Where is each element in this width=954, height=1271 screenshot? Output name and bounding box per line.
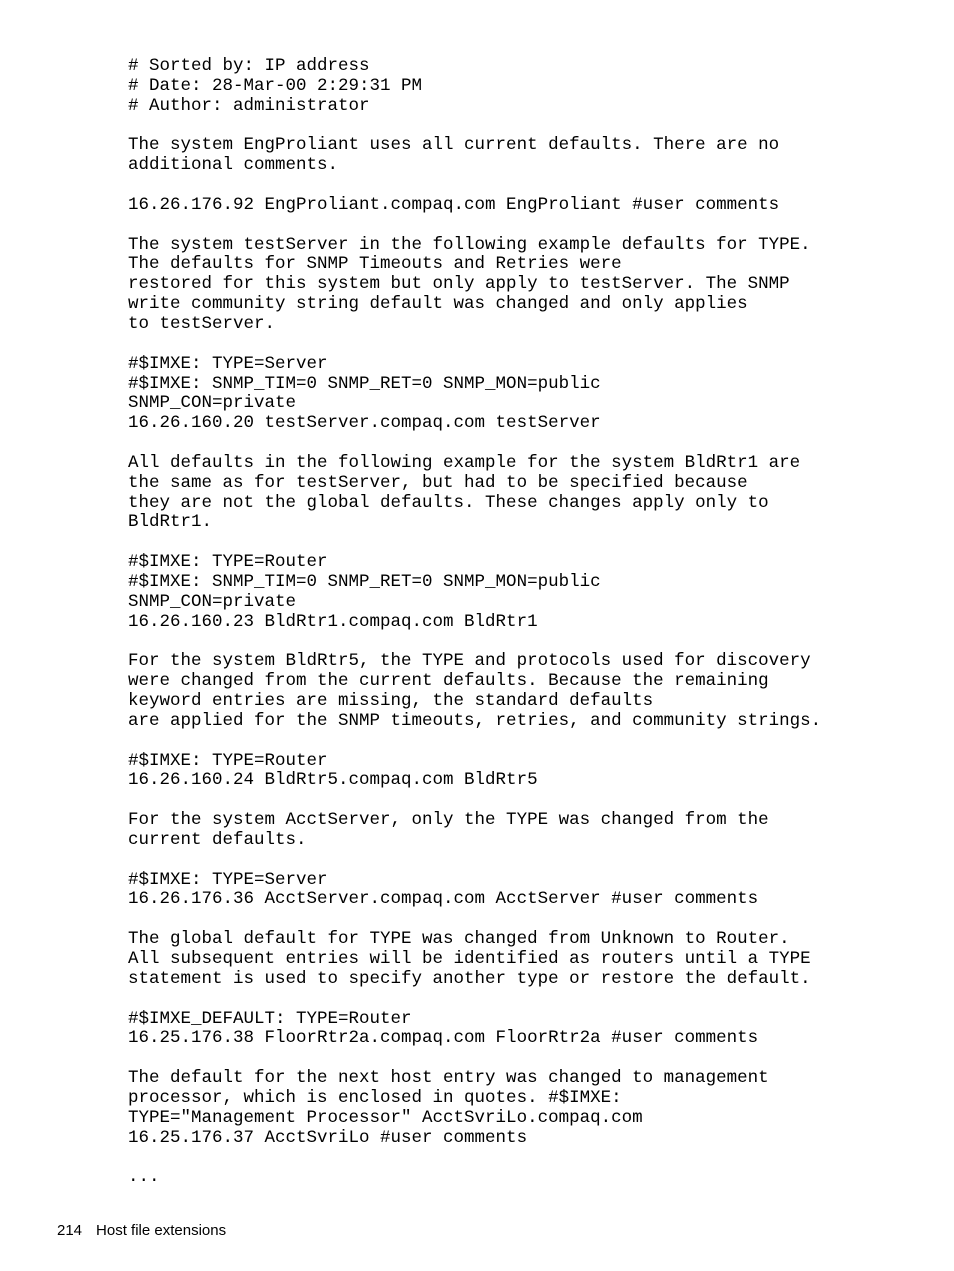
listing-line: For the system AcctServer, only the TYPE was changed from the [128, 810, 769, 831]
listing-line: #$IMXE: TYPE=Router [128, 552, 328, 573]
listing-line: restored for this system but only apply to testServer. The SNMP [128, 274, 790, 295]
listing-line: current defaults. [128, 829, 307, 850]
page-footer [57, 1222, 226, 1239]
listing-line [128, 117, 821, 137]
listing-line: 16.25.176.38 FloorRtr2a.compaq.com FloorRtr2a #user comments [128, 1028, 759, 1049]
listing-line: The system testServer in the following example defaults for TYPE. [128, 234, 811, 255]
listing-line [128, 910, 821, 930]
listing-line: #$IMXE: SNMP_TIM=0 SNMP_RET=0 SNMP_MON=public [128, 373, 601, 394]
listing-line [128, 1148, 821, 1168]
listing-line: TYPE="Management Processor" AcctSvriLo.compaq.com [128, 1107, 643, 1128]
listing-line [128, 216, 821, 236]
listing-line: #$IMXE: SNMP_TIM=0 SNMP_RET=0 SNMP_MON=public [128, 571, 601, 592]
listing-line [128, 434, 821, 454]
listing-line: # Author: administrator [128, 95, 370, 116]
listing-line [128, 632, 821, 652]
listing-line: were changed from the current defaults. Because the remaining [128, 671, 769, 692]
listing-line: processor, which is enclosed in quotes. #$IMXE: [128, 1087, 622, 1108]
listing-line: # Date: 28-Mar-00 2:29:31 PM [128, 75, 423, 96]
listing-line: SNMP_CON=private [128, 393, 297, 414]
listing-line: 16.26.160.20 testServer.compaq.com testServer [128, 413, 601, 434]
listing-line: #$IMXE_DEFAULT: TYPE=Router [128, 1008, 412, 1029]
listing-line [128, 533, 821, 553]
listing-line [128, 335, 821, 355]
listing-line [128, 732, 821, 752]
listing-line: The global default for TYPE was changed from Unknown to Router. [128, 929, 790, 950]
listing-line: BldRtr1. [128, 512, 213, 533]
listing-line: ... [128, 1167, 160, 1188]
listing-line: #$IMXE: TYPE=Server [128, 353, 328, 374]
listing-line: are applied for the SNMP timeouts, retries, and community strings. [128, 710, 822, 731]
listing-line: #$IMXE: TYPE=Server [128, 869, 328, 890]
listing-line: All defaults in the following example for the system BldRtr1 are [128, 452, 801, 473]
listing-line: # Sorted by: IP address [128, 56, 370, 76]
listing-line: the same as for testServer, but had to be specified because [128, 472, 748, 493]
listing-line: 16.25.176.37 AcctSvriLo #user comments [128, 1127, 528, 1148]
listing-line: statement is used to specify another type or restore the default. [128, 968, 811, 989]
listing-line: SNMP_CON=private [128, 591, 297, 612]
host-file-listing [128, 57, 821, 1188]
listing-line: 16.26.176.36 AcctServer.compaq.com AcctServer #user comments [128, 889, 759, 910]
listing-line: additional comments. [128, 155, 339, 176]
listing-line [128, 791, 821, 811]
listing-line: The defaults for SNMP Timeouts and Retries were [128, 254, 622, 275]
listing-line [128, 176, 821, 196]
listing-line: 16.26.160.23 BldRtr1.compaq.com BldRtr1 [128, 611, 538, 632]
listing-line: #$IMXE: TYPE=Router [128, 750, 328, 771]
listing-line: they are not the global defaults. These changes apply only to [128, 492, 769, 513]
listing-line: All subsequent entries will be identified as routers until a TYPE [128, 948, 811, 969]
listing-line [128, 851, 821, 871]
listing-line: For the system BldRtr5, the TYPE and protocols used for discovery [128, 651, 811, 672]
listing-line: The default for the next host entry was changed to management [128, 1068, 769, 1089]
listing-line [128, 1049, 821, 1069]
listing-line: to testServer. [128, 313, 276, 334]
listing-line: write community string default was changed and only applies [128, 294, 748, 315]
listing-line: keyword entries are missing, the standard defaults [128, 691, 654, 711]
page-number: 214 [57, 1222, 83, 1239]
listing-line [128, 990, 821, 1010]
listing-line: 16.26.160.24 BldRtr5.compaq.com BldRtr5 [128, 770, 538, 791]
section-title: Host file extensions [96, 1222, 227, 1239]
listing-line: The system EngProliant uses all current defaults. There are no [128, 135, 780, 156]
listing-line: 16.26.176.92 EngProliant.compaq.com EngProliant #user comments [128, 194, 780, 215]
